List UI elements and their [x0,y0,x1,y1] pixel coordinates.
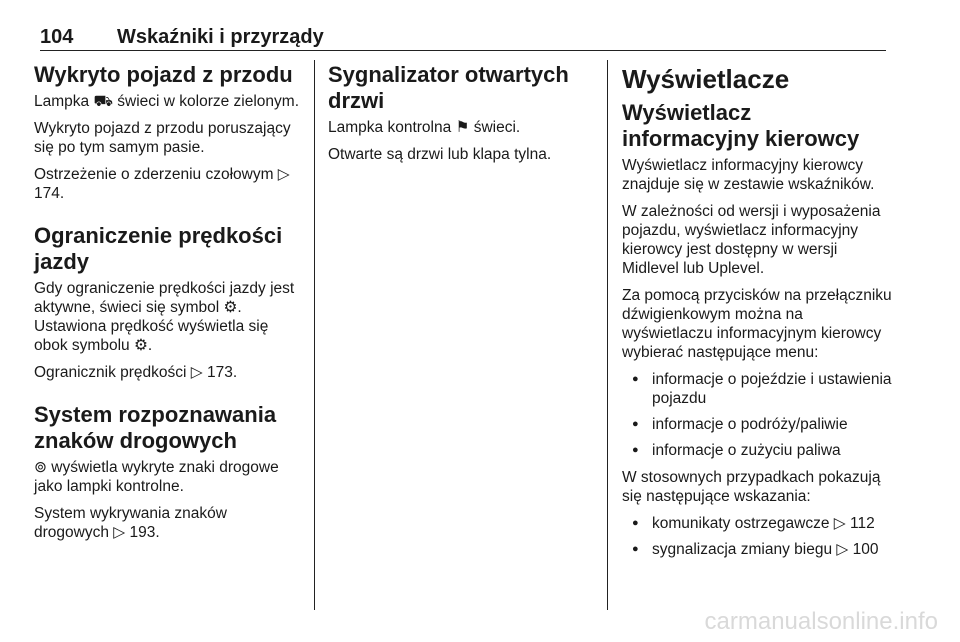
section-title: Wyświetlacze [622,64,790,94]
page-header [40,24,886,51]
column-divider [314,60,315,610]
paragraph: Lampka kontrolna ⚑ świeci. [328,119,521,136]
column-2 [328,62,590,172]
list-item: ● komunikaty ostrzegawcze ▷ 112 [622,514,892,533]
section-title: Ograniczenie prędkości jazdy [34,223,283,274]
page-number: 104 [40,26,74,48]
paragraph: ⊚ wyświetla wykryte znaki drogowe jako lampki kontrolne. [34,459,279,495]
paragraph: Ogranicznik prędkości ▷ 173. [34,364,238,381]
paragraph: Gdy ograniczenie prędkości jazdy jest aktywne, świeci się symbol ⚙. Ustawiona prędkość wyświetla się obok symbolu ⚙. [34,280,295,354]
column-3 [622,62,892,567]
menu-list [622,370,892,460]
column-1 [34,62,302,550]
paragraph: Wykryto pojazd z przodu poruszający się po tym samym pasie. [34,120,291,156]
paragraph: Za pomocą przycisków na przełączniku dźwigienkowym można na wyświetlaczu informacyjnym kierowcy wybierać następujące menu: [622,287,892,361]
subsection-title: Wyświetlacz informacyjny kierowcy [622,100,860,151]
paragraph: Lampka ⛟ świeci w kolorze zielonym. [34,93,300,110]
watermark: carmanualsonline.info [704,608,938,635]
paragraph: Wyświetlacz informacyjny kierowcy znajduje się w zestawie wskaźników. [622,157,875,193]
paragraph: W zależności od wersji i wyposażenia pojazdu, wyświetlacz informacyjny kierowcy jest dostępny w wersji Midlevel lub Uplevel. [622,203,881,277]
section-title: Sygnalizator otwartych drzwi [328,62,569,113]
column-divider [607,60,608,610]
section-title: Wykryto pojazd z przodu [34,62,293,87]
paragraph: W stosownych przypadkach pokazują się następujące wskazania: [622,469,881,505]
list-item: ● sygnalizacja zmiany biegu ▷ 100 [622,540,892,559]
indication-list [622,514,892,559]
paragraph: Otwarte są drzwi lub klapa tylna. [328,146,552,163]
section-title: System rozpoznawania znaków drogowych [34,402,277,453]
list-item: ● informacje o zużyciu paliwa [622,441,892,460]
paragraph: System wykrywania znaków drogowych ▷ 193. [34,505,227,541]
chapter-title: Wskaźniki i przyrządy [117,26,324,48]
list-item: ● informacje o podróży/paliwie [622,415,892,434]
list-item: ● informacje o pojeździe i ustawienia pojazdu [622,370,892,408]
paragraph: Ostrzeżenie o zderzeniu czołowym ▷ 174. [34,166,290,202]
